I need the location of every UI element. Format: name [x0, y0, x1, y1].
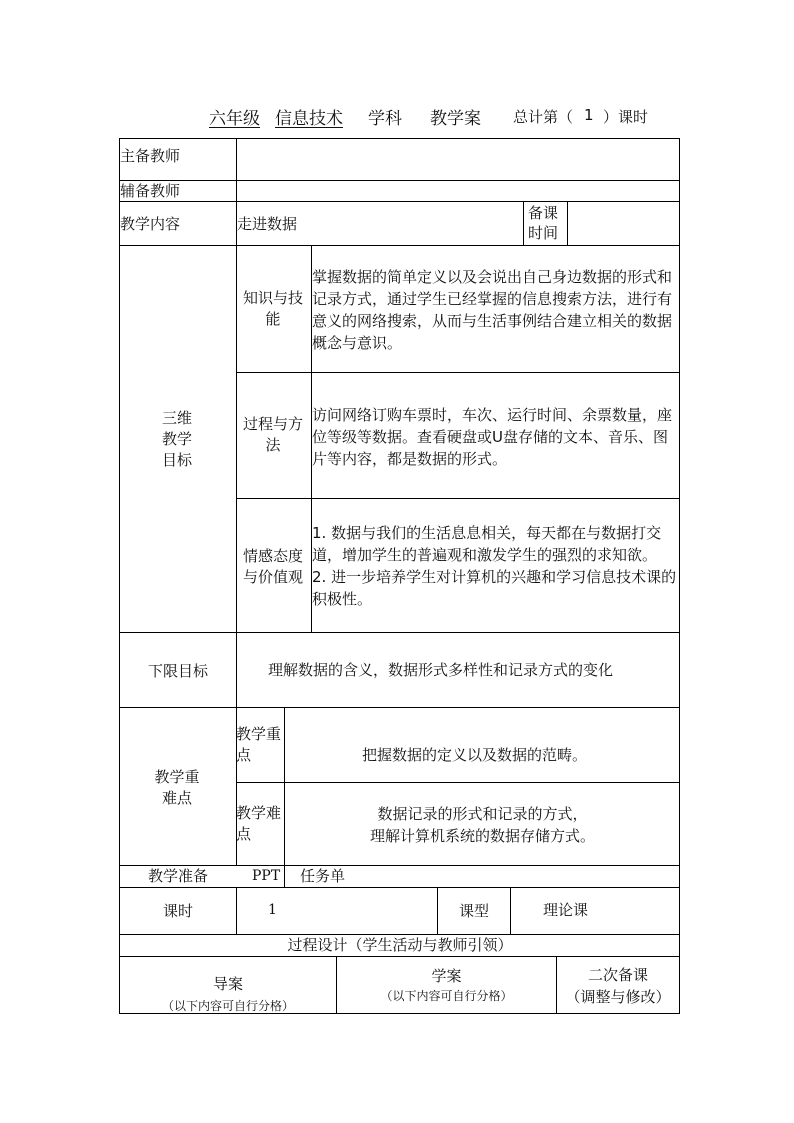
guide-note: （以下内容可自行分格）: [161, 999, 294, 1013]
study-note: （以下内容可自行分格）: [380, 989, 513, 1003]
document-title: [0, 104, 794, 132]
lesson-type-label: 课型: [458, 901, 489, 920]
lower-goal-label: 下限目标: [147, 661, 208, 680]
revise-label: 二次备课: [587, 965, 648, 984]
period-value: 1: [268, 902, 277, 918]
main-teacher-label: 主备教师: [120, 147, 181, 165]
knowledge-text: 掌握数据的简单定义以及会说出自己身边数据的形式和记录方式，通过学生已经掌握的信息搜索方法，进行有意义的网络搜索，从而与生活事例结合建立相关的数据概念与意识。: [312, 268, 673, 352]
lower-goal-text: 理解数据的含义，数据形式多样性和记录方式的变化: [268, 661, 614, 679]
process-text: 访问网络订购车票时，车次、运行时间、余票数量，座位等级等数据。查看硬盘或U盘存储的文本、音乐、图片等内容，都是数据的形式。: [312, 406, 673, 468]
emotion-label: 情感态度与价值观: [242, 546, 303, 586]
content-label: 教学内容: [120, 215, 181, 233]
difficulty-line-2: 理解计算机系统的数据存储方式。: [369, 826, 595, 845]
guide-label: 导案: [212, 974, 243, 993]
content-value: 走进数据: [237, 215, 298, 233]
lesson-type-value: 理论课: [543, 901, 589, 919]
period-number: 1: [584, 106, 594, 124]
focus-label: 教学重点: [236, 725, 282, 764]
knowledge-label: 知识与技能: [242, 289, 303, 328]
assist-teacher-value: [240, 181, 670, 201]
assist-teacher-label: 辅备教师: [120, 182, 181, 200]
doc-type-text: 教学案: [430, 109, 481, 129]
emotion-line-1: 1. 数据与我们的生活息息相关，每天都在与数据打交道，增加学生的普遍观和激发学生的强烈的求知欲。: [312, 524, 662, 564]
main-teacher-value: [240, 146, 670, 172]
process-design-title: 过程设计（学生活动与教师引领）: [287, 936, 513, 954]
prep-time-label: 备课时间: [528, 204, 559, 242]
subject-text: 信息技术: [275, 109, 343, 129]
period-prefix: 总计第（: [513, 108, 574, 126]
preparation-item-tasksheet: 任务单: [300, 867, 346, 885]
preparation-label: 教学准备: [147, 867, 208, 885]
focus-text: 把握数据的定义以及数据的范畴。: [362, 746, 588, 764]
period-suffix: ）课时: [603, 108, 649, 126]
process-label: 过程与方法: [242, 415, 303, 454]
difficulty-line-1: 数据记录的形式和记录的方式，: [377, 804, 588, 823]
objectives-label: 三维教学目标: [161, 408, 192, 469]
period-label: 课时: [162, 901, 193, 920]
revise-note: （调整与修改）: [565, 987, 671, 1006]
difficulty-label: 教学难点: [236, 804, 282, 843]
subject-suffix: 学科: [368, 109, 402, 129]
study-label: 学案: [431, 966, 462, 985]
emotion-line-2: 2. 进一步培养学生对计算机的兴趣和学习信息技术课的积极性。: [312, 568, 677, 608]
key-points-label: 教学重难点: [154, 768, 200, 807]
preparation-item-ppt: PPT: [252, 868, 281, 884]
grade-text: 六年级: [209, 109, 260, 129]
